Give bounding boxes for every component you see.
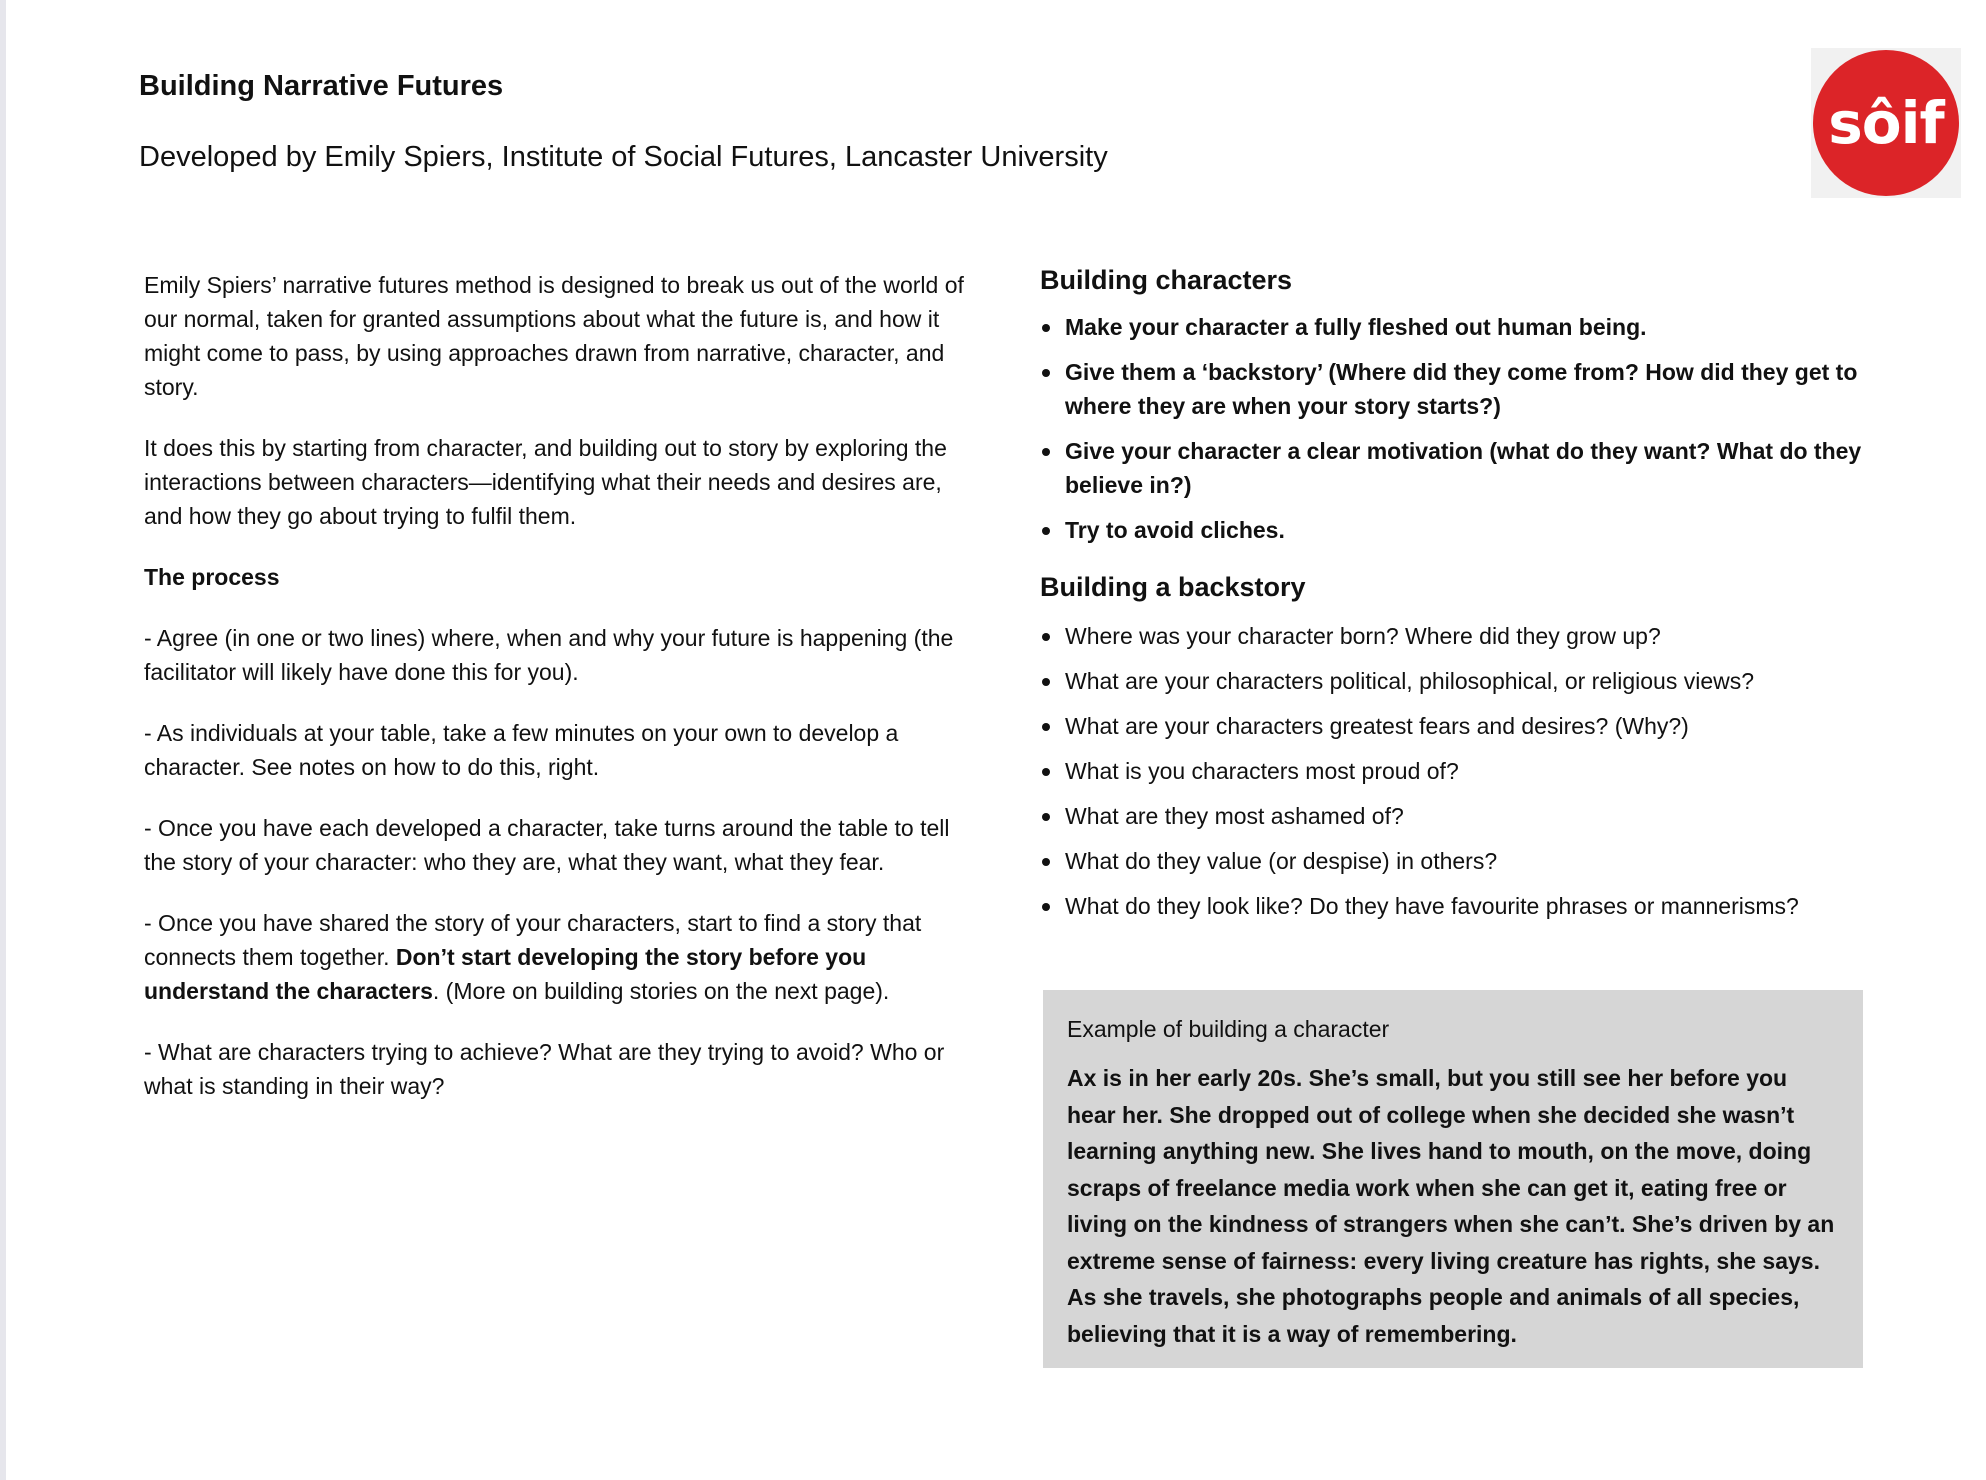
- list-item-text: What are your characters greatest fears and desires? (Why?): [1065, 713, 1689, 739]
- list-item-text: Try to avoid cliches.: [1065, 517, 1285, 543]
- list-item: [1040, 434, 1870, 502]
- soif-logo: [1811, 48, 1961, 198]
- bullet-icon: [1042, 527, 1050, 535]
- list-item-text: What is you characters most proud of?: [1065, 758, 1459, 784]
- process-step-3: - Once you have each developed a character, take turns around the table to tell the story of your character: who they are, what they want, what they fear.: [144, 815, 950, 875]
- list-item: [1040, 799, 1870, 833]
- bullet-icon: [1042, 813, 1050, 821]
- list-item: [1040, 844, 1870, 878]
- list-item-text: What do they value (or despise) in others?: [1065, 848, 1498, 874]
- list-item-text: Where was your character born? Where did they grow up?: [1065, 623, 1661, 649]
- list-item: [1040, 513, 1870, 547]
- bullet-icon: [1042, 678, 1050, 686]
- list-item: [1040, 310, 1870, 344]
- list-item: [1040, 709, 1870, 743]
- document-title: Building Narrative Futures: [139, 70, 504, 102]
- process-step-1: - Agree (in one or two lines) where, when and why your future is happening (the facilitator will likely have done this for you).: [144, 625, 954, 685]
- bullet-icon: [1042, 369, 1050, 377]
- process-heading: The process: [144, 564, 280, 590]
- list-item-text: What are your characters political, philosophical, or religious views?: [1065, 668, 1755, 694]
- logo-circle: [1813, 50, 1959, 196]
- building-backstory-list: [1040, 619, 1870, 923]
- list-item-text: What are they most ashamed of?: [1065, 803, 1404, 829]
- logo-text: sôif: [1828, 89, 1944, 157]
- process-step-4-end: . (More on building stories on the next page).: [432, 978, 890, 1004]
- bullet-icon: [1042, 723, 1050, 731]
- bullet-icon: [1042, 448, 1050, 456]
- list-item-text: What do they look like? Do they have favourite phrases or mannerisms?: [1065, 893, 1799, 919]
- list-item-text: Make your character a fully fleshed out human being.: [1065, 314, 1647, 340]
- right-column: [1040, 262, 1870, 934]
- process-step-4: [144, 906, 984, 1008]
- list-item: [1040, 619, 1870, 653]
- example-title: Example of building a character: [1067, 1016, 1390, 1042]
- example-box: [1043, 990, 1863, 1368]
- bullet-icon: [1042, 858, 1050, 866]
- process-step-2: - As individuals at your table, take a few minutes on your own to develop a character. See notes on how to do this, right.: [144, 720, 899, 780]
- list-item-text: Give your character a clear motivation (what do they want? What do they believe in?): [1065, 438, 1862, 498]
- left-column: [144, 268, 984, 1130]
- bullet-icon: [1042, 903, 1050, 911]
- list-item: [1040, 664, 1870, 698]
- process-step-5: - What are characters trying to achieve? What are they trying to avoid? Who or what is standing in their way?: [144, 1039, 945, 1099]
- building-characters-heading: Building characters: [1040, 265, 1293, 295]
- bullet-icon: [1042, 324, 1050, 332]
- intro-paragraph-1: Emily Spiers’ narrative futures method is designed to break us out of the world of our normal, taken for granted assumptions about what the future is, and how it might come to pass, by using approaches drawn from narrative, character, and story.: [144, 272, 964, 400]
- page-edge: [0, 0, 6, 1480]
- bullet-icon: [1042, 768, 1050, 776]
- list-item-text: Give them a ‘backstory’ (Where did they come from? How did they get to where they are when your story starts?): [1065, 359, 1858, 419]
- process-step-4-start: - Once you have shared the story of your characters, start to find a story that connects them together.: [144, 910, 922, 970]
- building-characters-list: [1040, 310, 1870, 547]
- list-item: [1040, 889, 1870, 923]
- document-subtitle: Developed by Emily Spiers, Institute of Social Futures, Lancaster University: [139, 141, 1108, 173]
- intro-paragraph-2: It does this by starting from character, and building out to story by exploring the interactions between characters—identifying what their needs and desires are, and how they go about trying to fulfil them.: [144, 435, 947, 529]
- process-step-4-emphasis: Don’t start developing the story before you understand the characters: [144, 944, 867, 1004]
- bullet-icon: [1042, 633, 1050, 641]
- list-item: [1040, 355, 1870, 423]
- list-item: [1040, 754, 1870, 788]
- building-backstory-heading: Building a backstory: [1040, 572, 1306, 602]
- example-body: Ax is in her early 20s. She’s small, but you still see her before you hear her. She dropped out of college when she decided she wasn’t learning anything new. She lives hand to mouth, on the move, doing scraps of freelance media work when she can get it, eating free or living on the kindness of strangers when she can’t. She’s driven by an extreme sense of fairness: every living creature has rights, she says. As she travels, she photographs people and animals of all species, believing that it is a way of remembering.: [1067, 1065, 1835, 1347]
